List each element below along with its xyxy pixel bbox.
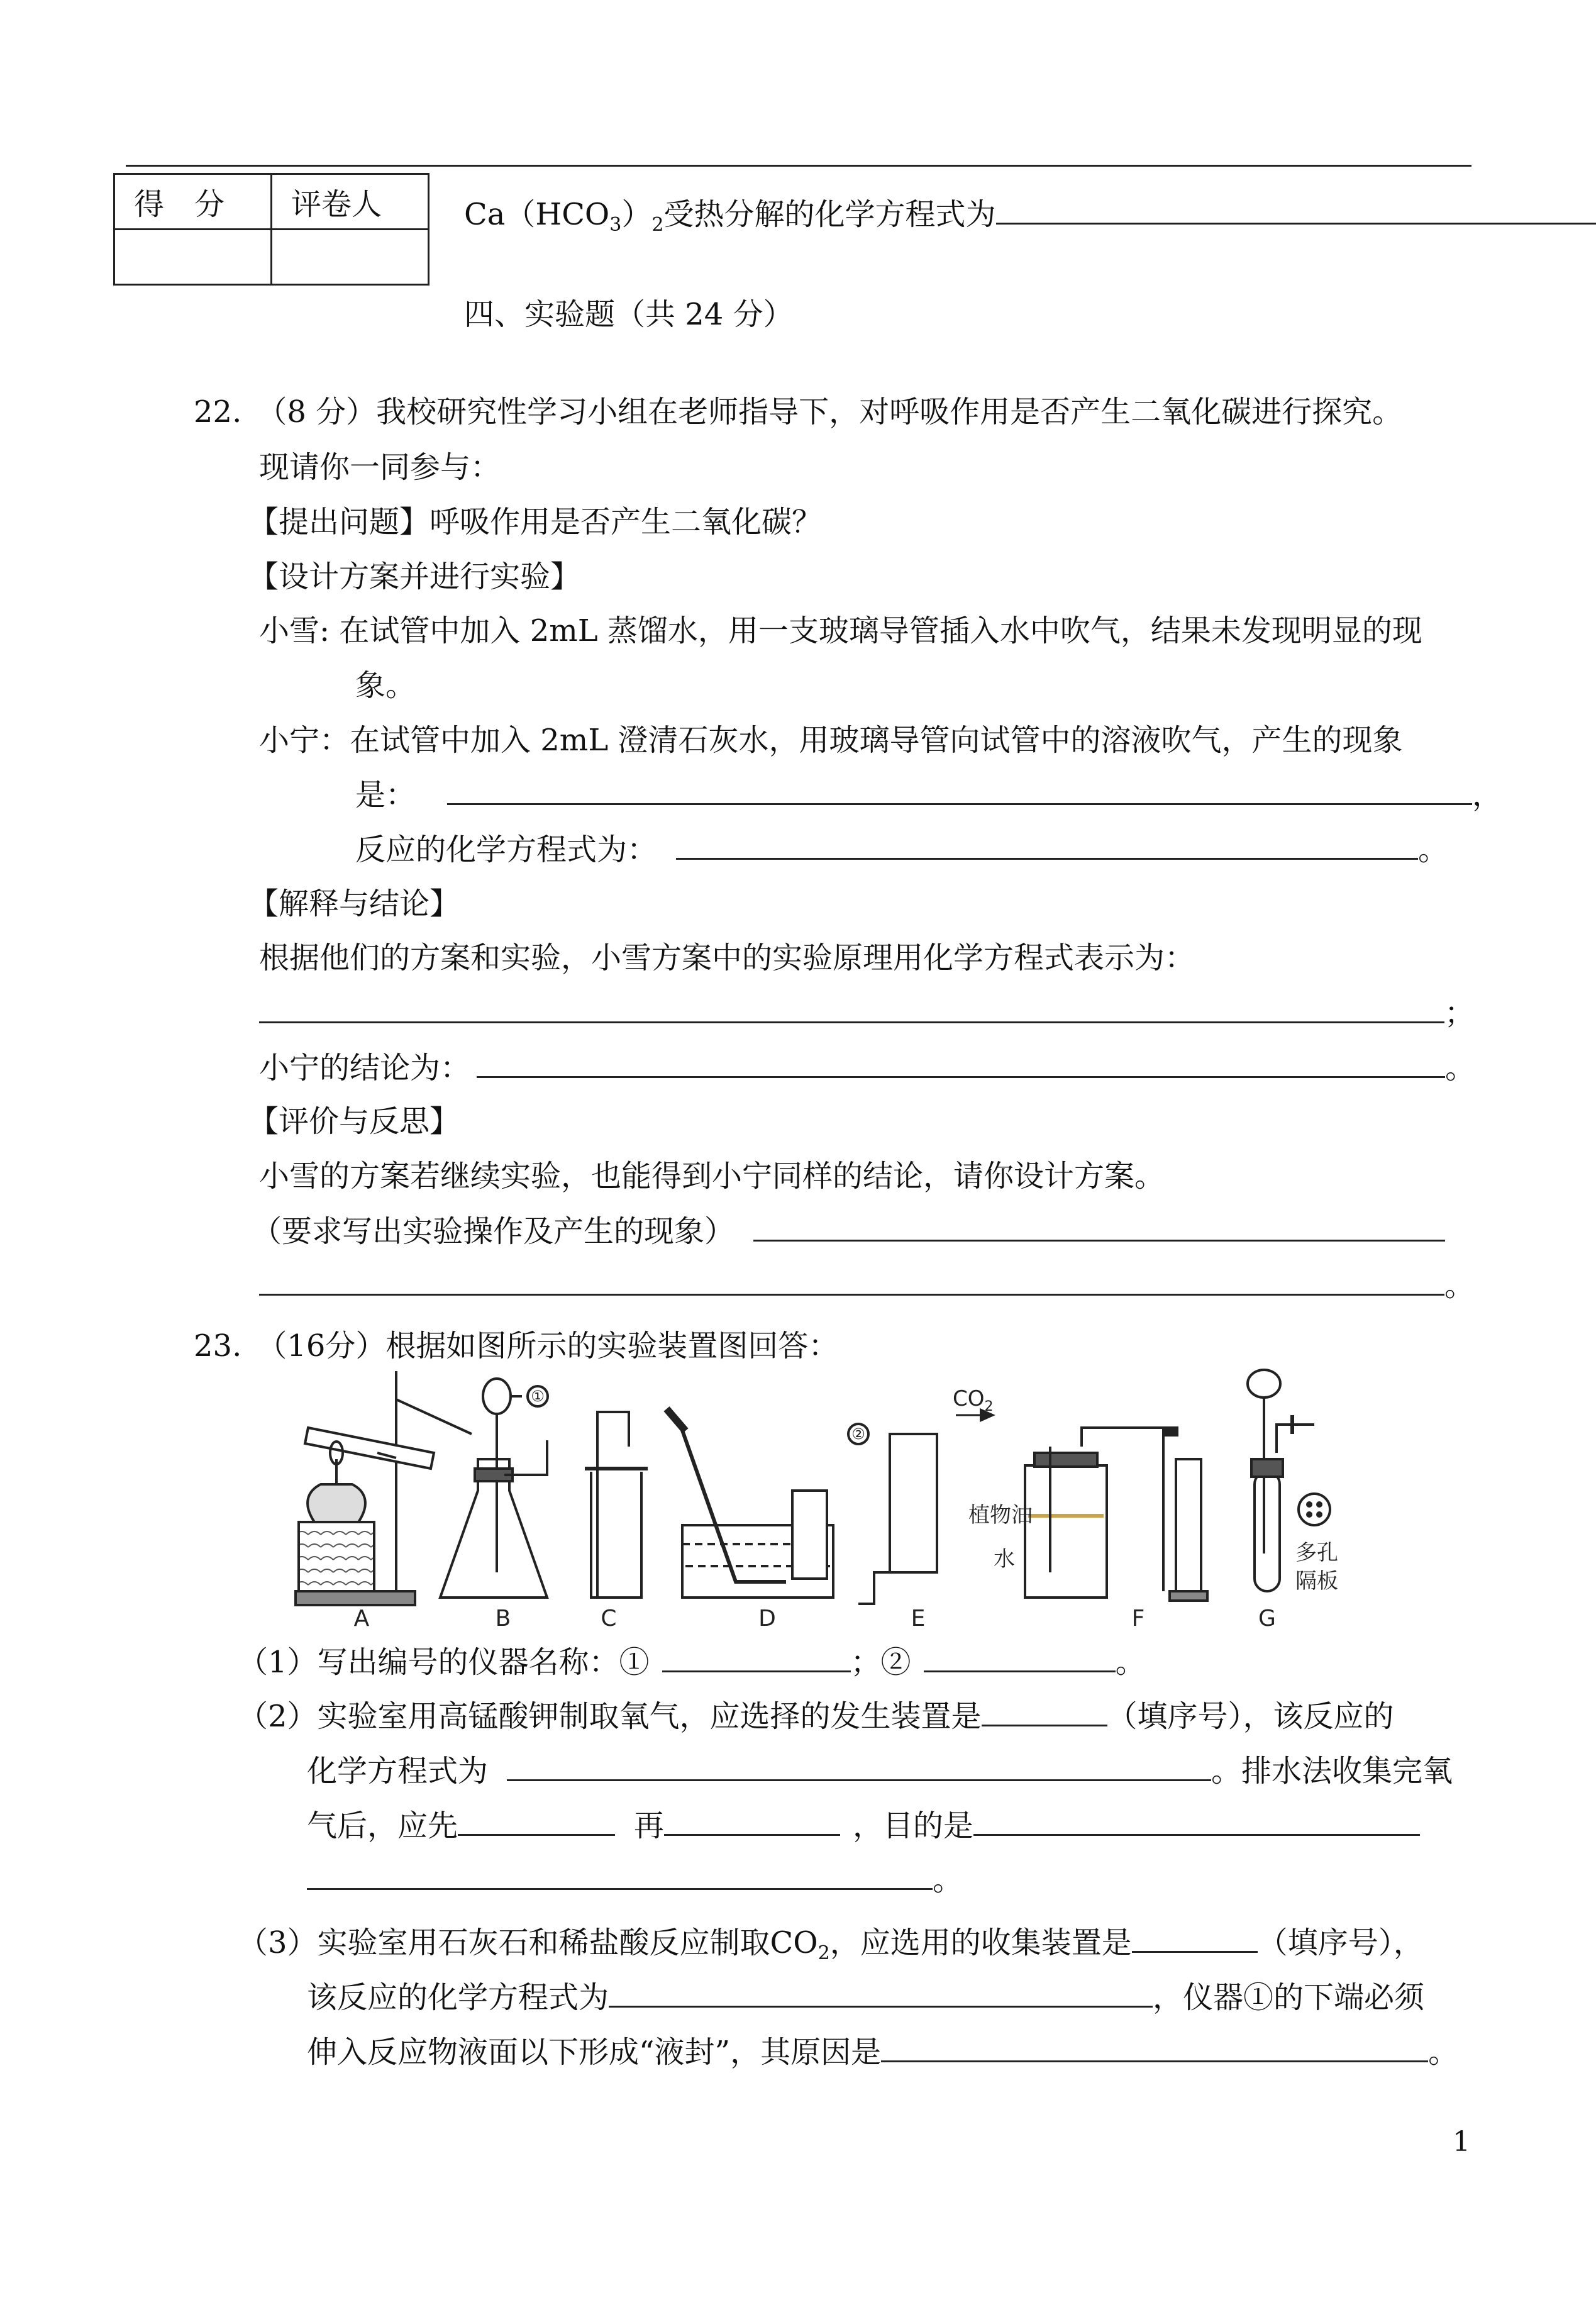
design-blank-2[interactable] — [259, 1266, 1444, 1296]
q22-xiaoning-line2: 是： ， — [355, 775, 1502, 814]
grader-header: 评卷人 — [272, 174, 429, 230]
q22-equation-line: 反应的化学方程式为： 。 — [355, 830, 1448, 869]
apparatus-F — [953, 1386, 1207, 1601]
svg-text:CO2 — [953, 1386, 994, 1414]
label-F: F — [1131, 1606, 1145, 1629]
label-E: E — [911, 1606, 926, 1629]
label-G: G — [1258, 1606, 1276, 1629]
q22-xiaoxue-line2: 象。 — [355, 668, 416, 703]
score-header: 得 分 — [114, 174, 272, 230]
kmno4-equation-blank[interactable] — [507, 1752, 1211, 1781]
q23-part3-line1: （3）实验室用石灰石和稀盐酸反应制取$CO_2$，应选用的收集装置是 （填序号）， — [238, 1923, 1424, 1972]
conclusion-blank[interactable] — [477, 1048, 1445, 1078]
purpose-blank-1[interactable] — [973, 1806, 1420, 1836]
label-porous-1: 多孔 — [1295, 1540, 1338, 1565]
q23-part2-line2: 化学方程式为 。排水法收集完氧 — [307, 1752, 1453, 1790]
label-circle-2: ② — [851, 1425, 865, 1443]
grader-cell[interactable] — [272, 230, 429, 285]
instrument-1-blank[interactable] — [662, 1643, 851, 1672]
apparatus-E — [848, 1424, 937, 1604]
q23-part1: （1）写出编号的仪器名称：① ；② 。 — [238, 1643, 1146, 1681]
q23-part2-line1: （2）实验室用高锰酸钾制取氧气，应选择的发生装置是 （填序号），该反应的 — [238, 1697, 1394, 1735]
generator-blank[interactable] — [982, 1697, 1107, 1726]
q22-principle-line: ； — [259, 994, 1475, 1032]
purpose-blank-2[interactable] — [307, 1860, 933, 1890]
q22-line2: 现请你一同参与： — [259, 450, 501, 485]
q23-part3-line2: 该反应的化学方程式为 ，仪器①的下端必须 — [307, 1978, 1424, 2016]
instrument-2-blank[interactable] — [924, 1643, 1116, 1672]
label-co2: CO — [953, 1386, 985, 1411]
q23-line1: 23. （16分）根据如图所示的实验装置图回答： — [194, 1328, 839, 1364]
q22-heading-explain: 【解释与结论】 — [248, 886, 460, 921]
q22-eval-line1: 小雪的方案若继续实验，也能得到小宁同样的结论，请你设计方案。 — [259, 1159, 1165, 1194]
apparatus-C — [585, 1412, 648, 1598]
reason-blank[interactable] — [881, 2033, 1428, 2062]
apparatus-D — [667, 1409, 833, 1598]
first-step-blank[interactable] — [458, 1806, 615, 1836]
label-porous-2: 隔板 — [1295, 1569, 1338, 1594]
co2-equation-blank[interactable] — [609, 1978, 1153, 2008]
answer-blank[interactable] — [996, 195, 1596, 225]
label-B: B — [495, 1606, 511, 1629]
phenomenon-blank[interactable] — [447, 775, 1472, 805]
q22-heading-eval: 【评价与反思】 — [248, 1104, 460, 1139]
q23-part3-line3: 伸入反应物液面以下形成“液封”，其原因是 。 — [307, 2033, 1458, 2071]
q23-part2-line4: 。 — [307, 1860, 963, 1899]
label-D: D — [758, 1606, 776, 1629]
q22-explain-line: 根据他们的方案和实验，小雪方案中的实验原理用化学方程式表示为： — [259, 940, 1195, 975]
label-A: A — [353, 1606, 370, 1629]
q22-eval-line2: （要求写出实验操作及产生的现象） — [252, 1212, 1445, 1250]
label-co2-sub: 2 — [984, 1399, 994, 1414]
q22-heading-design: 【设计方案并进行实验】 — [248, 559, 581, 594]
section-title: 四、实验题（共 24 分） — [464, 297, 794, 332]
second-step-blank[interactable] — [664, 1806, 840, 1836]
q22-line1: 22. （8 分）我校研究性学习小组在老师指导下，对呼吸作用是否产生二氧化碳进行探究。 — [194, 394, 1403, 430]
principle-blank[interactable] — [259, 994, 1444, 1023]
collector-blank[interactable] — [1132, 1923, 1258, 1953]
score-table — [113, 173, 429, 286]
q22-xiaoxue-line1: 小雪: 在试管中加入 2mL 蒸馏水，用一支玻璃导管插入水中吹气，结果未发现明显的现 — [259, 613, 1422, 648]
apparatus-G — [1248, 1370, 1338, 1594]
q22-eval-line3: 。 — [259, 1266, 1475, 1304]
score-cell[interactable] — [114, 230, 272, 285]
top-rule — [126, 165, 1471, 167]
q22-conclusion-line: 小宁的结论为： 。 — [259, 1048, 1475, 1087]
label-oil: 植物油 — [968, 1503, 1033, 1528]
page-number: 1 — [1453, 2126, 1470, 2158]
q22-heading-question: 【提出问题】呼吸作用是否产生二氧化碳？ — [248, 504, 823, 540]
label-C: C — [601, 1606, 617, 1629]
q21-equation-prompt: $Ca(HCO_3)_2$受热分解的化学方程式为 — [464, 195, 1596, 244]
design-blank-1[interactable] — [753, 1212, 1445, 1242]
apparatus-B — [440, 1379, 548, 1598]
q22-xiaoning-line1: 小宁：在试管中加入 2mL 澄清石灰水，用玻璃导管向试管中的溶液吹气，产生的现象 — [259, 723, 1403, 758]
apparatus-A — [296, 1371, 472, 1605]
label-circle-1: ① — [531, 1387, 545, 1405]
label-water: 水 — [994, 1547, 1015, 1572]
apparatus-figure — [270, 1365, 1377, 1629]
equation-blank[interactable] — [676, 830, 1418, 860]
q23-part2-line3: 气后，应先 再 ，目的是 — [307, 1806, 1420, 1845]
